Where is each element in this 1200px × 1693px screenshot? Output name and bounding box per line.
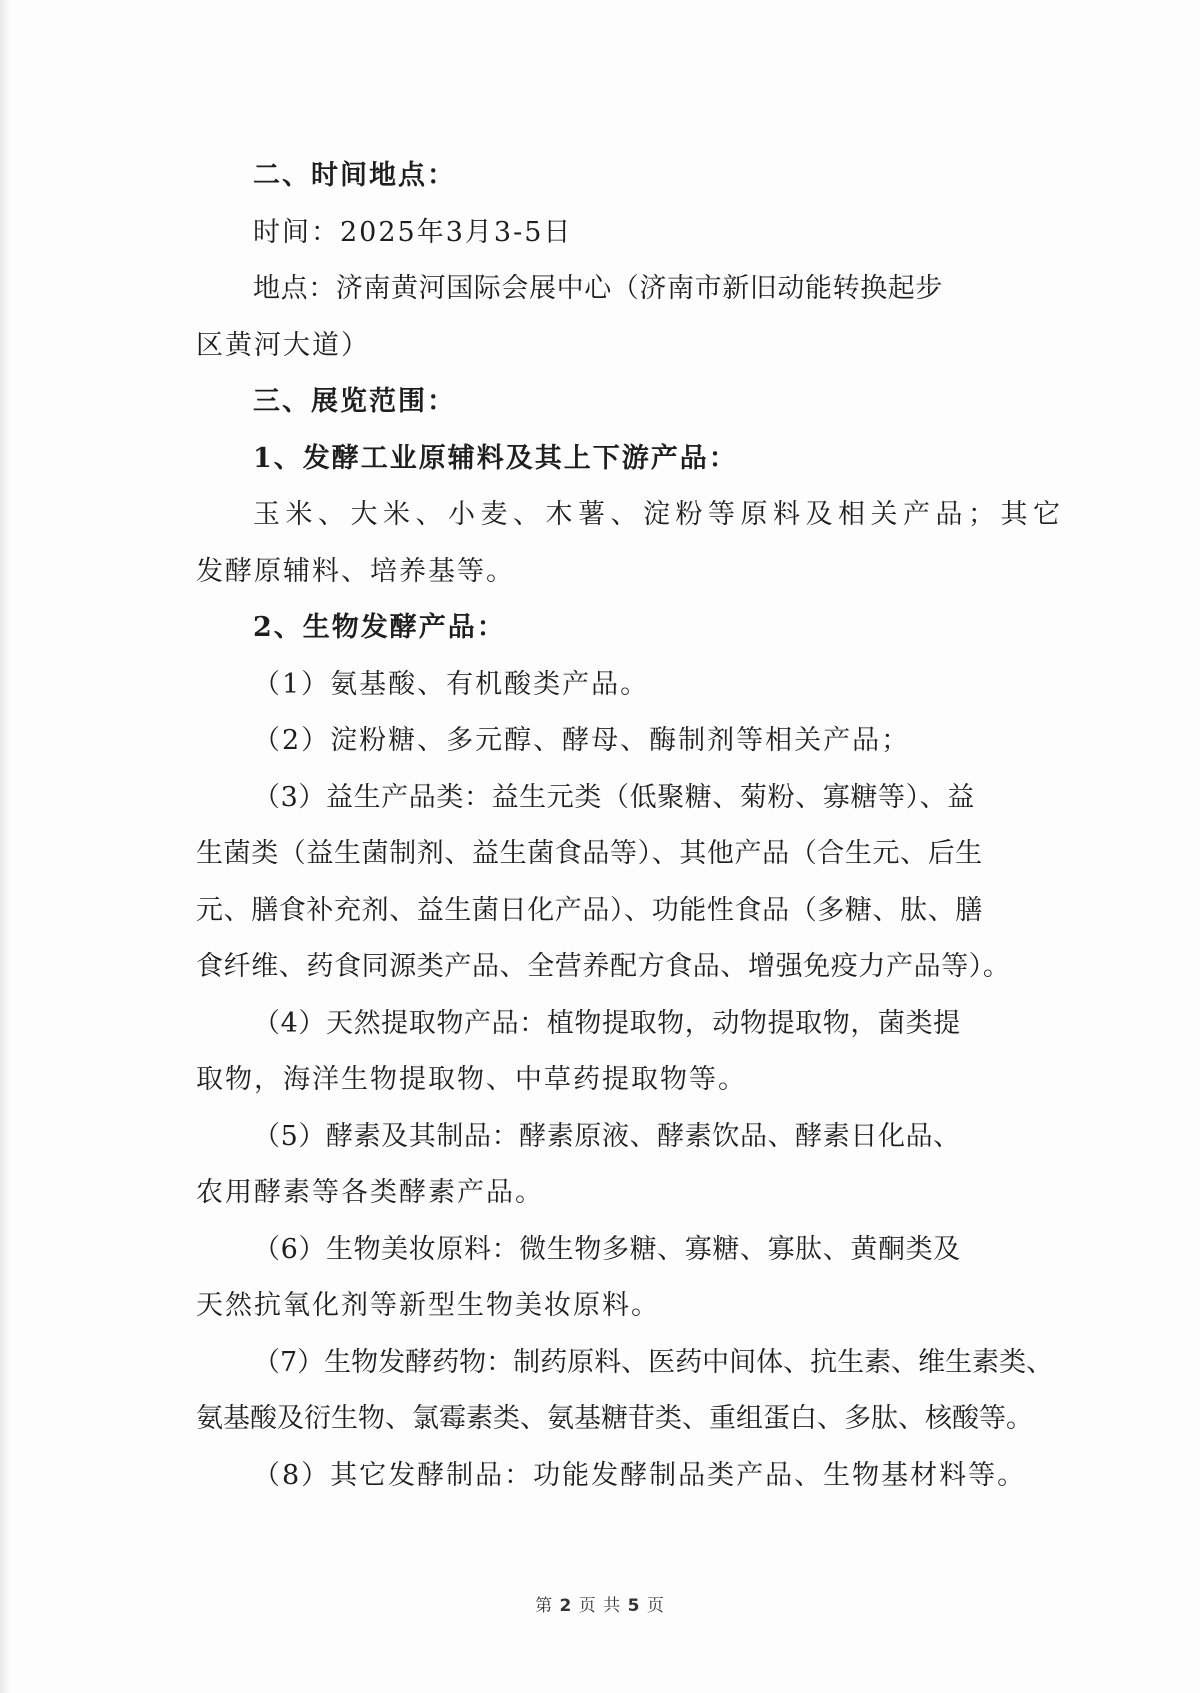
item-8-other-products: （8）其它发酵制品：功能发酵制品类产品、生物基材料等。 <box>253 1459 1027 1491</box>
footer-total-pages: 5 <box>627 1596 641 1616</box>
item-2-starch-sugar: （2）淀粉糖、多元醇、酵母、酶制剂等相关产品； <box>253 725 911 756</box>
subheading-fermentation-products: 2、生物发酵产品： <box>253 612 506 643</box>
item-5-enzymes-cont: 农用酵素等各类酵素产品。 <box>196 1177 544 1208</box>
item-3-probiotics-cont-2: 元、膳食补充剂、益生菌日化产品）、功能性食品（多糖、肽、膳 <box>196 894 983 926</box>
section-heading-scope: 三、展览范围： <box>253 386 456 417</box>
item-3-probiotics-cont-3: 食纤维、药食同源类产品、全营养配方食品、增强免疫力产品等）。 <box>196 951 1011 982</box>
item-4-extracts: （4）天然提取物产品：植物提取物，动物提取物，菌类提 <box>253 1007 961 1039</box>
item-5-enzymes: （5）酵素及其制品：酵素原液、酵素饮品、酵素日化品、 <box>253 1120 961 1152</box>
item-7-pharmaceuticals-cont: 氨基酸及衍生物、氯霉素类、氨基糖苷类、重组蛋白、多肽、核酸等。 <box>196 1403 1033 1434</box>
location-line: 地点：济南黄河国际会展中心（济南市新旧动能转换起步 <box>253 273 943 304</box>
subheading-raw-materials: 1、发酵工业原辅料及其上下游产品： <box>253 442 738 474</box>
item-6-cosmetics-cont: 天然抗氧化剂等新型生物美妆原料。 <box>196 1290 660 1321</box>
section-heading-time-location: 二、时间地点： <box>253 160 456 191</box>
footer-middle: 页 共 <box>578 1596 622 1616</box>
item-3-probiotics: （3）益生产品类：益生元类（低聚糖、菊粉、寡糖等）、益 <box>253 781 975 813</box>
time-line: 时间：2025年3月3-5日 <box>253 216 573 248</box>
item-1-amino-acids: （1）氨基酸、有机酸类产品。 <box>253 668 650 700</box>
paragraph-raw-materials-cont: 发酵原辅料、培养基等。 <box>196 555 515 587</box>
item-6-cosmetics: （6）生物美妆原料：微生物多糖、寡糖、寡肽、黄酮类及 <box>253 1233 961 1265</box>
item-4-extracts-cont: 取物，海洋生物提取物、中草药提取物等。 <box>196 1064 747 1095</box>
footer-current-page: 2 <box>559 1596 573 1616</box>
location-line-cont: 区黄河大道） <box>196 329 370 361</box>
item-7-pharmaceuticals: （7）生物发酵药物：制药原料、医药中间体、抗生素、维生素类、 <box>253 1346 1054 1378</box>
scan-edge <box>0 0 10 1693</box>
item-3-probiotics-cont-1: 生菌类（益生菌制剂、益生菌食品等）、其他产品（合生元、后生 <box>196 838 983 869</box>
page-footer <box>0 1591 1200 1616</box>
document-body <box>196 148 1066 1504</box>
footer-prefix: 第 <box>535 1596 554 1616</box>
paragraph-raw-materials: 玉米、大米、小麦、木薯、淀粉等原料及相关产品；其它 <box>253 499 1066 530</box>
footer-suffix: 页 <box>646 1596 665 1616</box>
